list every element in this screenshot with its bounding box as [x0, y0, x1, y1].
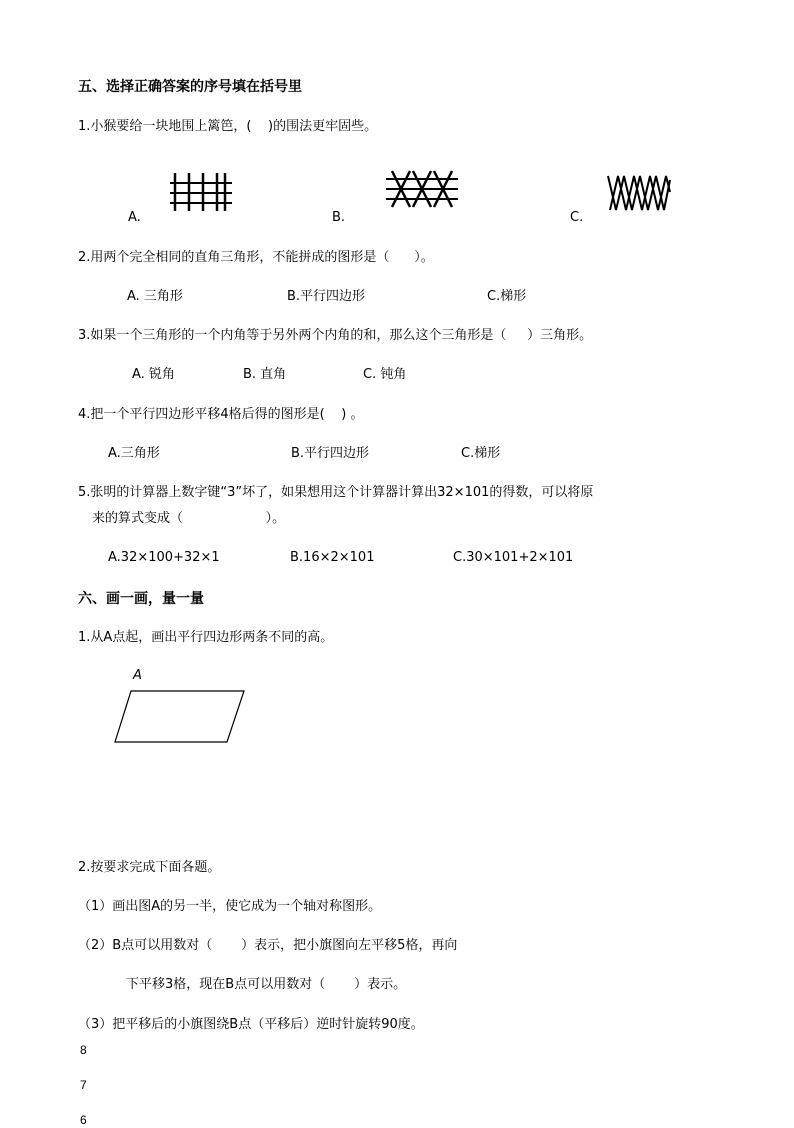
section5-heading: 五、选择正确答案的序号填在括号里 — [78, 79, 302, 95]
q1-option-c: C. — [570, 210, 584, 225]
s6-q2-text: 2.按要求完成下面各题。 — [78, 860, 221, 875]
q3-option-c: C. 钝角 — [363, 367, 407, 382]
s6-q1-text: 1.从A点起，画出平行四边形两条不同的高。 — [78, 630, 334, 645]
fence-c-figure — [608, 174, 670, 212]
fence-b-figure — [386, 171, 458, 209]
q4-option-a: A.三角形 — [108, 446, 160, 461]
q2-option-b: B.平行四边形 — [287, 289, 366, 304]
s6-q2-sub1: （1）画出图A的另一半，使它成为一个轴对称图形。 — [78, 899, 382, 914]
q5-option-b: B.16×2×101 — [290, 550, 375, 565]
q5-text-line2: 来的算式变成（ ）。 — [92, 511, 286, 526]
section6-heading: 六、画一画，量一量 — [78, 591, 204, 607]
q3-option-a: A. 锐角 — [132, 367, 175, 382]
q5-option-c: C.30×101+2×101 — [453, 550, 574, 565]
q2-text: 2.用两个完全相同的直角三角形，不能拼成的图形是（ ）。 — [78, 250, 434, 265]
s6-q2-sub3: （3）把平移后的小旗图绕B点（平移后）逆时针旋转90度。 — [78, 1017, 424, 1032]
q4-text: 4.把一个平行四边形平移4格后得的图形是( ) 。 — [78, 407, 364, 422]
q1-option-b: B. — [332, 210, 346, 225]
q2-option-a: A. 三角形 — [127, 289, 183, 304]
grid-y-label-8: 8 — [80, 1043, 87, 1057]
q5-option-a: A.32×100+32×1 — [108, 550, 220, 565]
grid-y-label-6: 6 — [80, 1113, 87, 1127]
q1-text: 1.小猴要给一块地围上篱笆，( )的围法更牢固些。 — [78, 119, 378, 134]
grid-y-label-7: 7 — [80, 1078, 87, 1092]
q4-option-c: C.梯形 — [461, 446, 501, 461]
q1-option-a: A. — [128, 210, 141, 225]
q3-option-b: B. 直角 — [243, 367, 287, 382]
fence-a-figure — [170, 173, 232, 211]
q3-text: 3.如果一个三角形的一个内角等于另外两个内角的和，那么这个三角形是（ ）三角形。 — [78, 328, 593, 343]
point-a-label: A — [133, 668, 142, 683]
parallelogram-figure — [114, 690, 246, 744]
q2-option-c: C.梯形 — [487, 289, 527, 304]
q5-text-line1: 5.张明的计算器上数字键“3”坏了，如果想用这个计算器计算出32×101的得数，可以将原 — [78, 485, 594, 500]
s6-q2-sub2-line2: 下平移3格，现在B点可以用数对（ ）表示。 — [126, 977, 407, 992]
q4-option-b: B.平行四边形 — [291, 446, 370, 461]
s6-q2-sub2-line1: （2）B点可以用数对（ ）表示，把小旗图向左平移5格，再向 — [78, 938, 458, 953]
